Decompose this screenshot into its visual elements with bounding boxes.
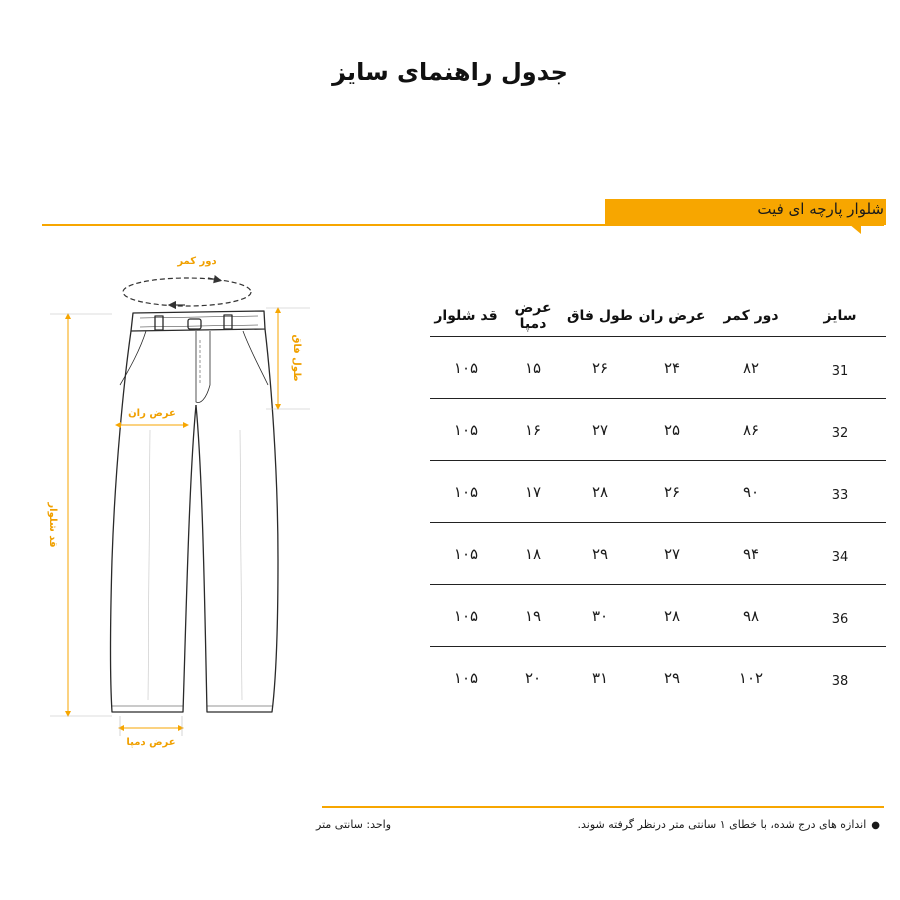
length-value: ۱۰۵ — [453, 668, 479, 687]
table-row — [430, 647, 886, 709]
size-value: 32 — [794, 399, 886, 461]
hem-value: ۱۸ — [502, 523, 564, 585]
table-row — [430, 399, 886, 461]
hem-value: ۲۰ — [524, 668, 542, 687]
table-row — [430, 585, 886, 647]
header-length: قد شلوار — [430, 296, 502, 337]
rise-value: ۲۶ — [564, 337, 636, 399]
waist-value: ۹۰ — [708, 461, 794, 523]
section-label: شلوار پارچه ای فیت — [757, 200, 884, 218]
waist-value: ۹۸ — [708, 585, 794, 647]
thigh-value: ۲۶ — [636, 461, 708, 523]
note-text: اندازه های درج شده، با خطای ۱ سانتی متر درنظر گرفته شوند. — [577, 818, 867, 831]
rise-value: ۳۱ — [591, 668, 609, 687]
waist-value: ۸۲ — [708, 337, 794, 399]
header-size: سایز — [794, 296, 886, 337]
trousers-outline — [111, 311, 279, 712]
header-rise: طول فاق — [564, 296, 636, 337]
page-title: جدول راهنمای سایز — [332, 58, 568, 86]
size-value: 33 — [794, 461, 886, 523]
length-value: ۱۰۵ — [430, 337, 502, 399]
hem-value: ۱۵ — [502, 337, 564, 399]
header-hem: عرض دمپا — [502, 296, 564, 337]
size-value: 36 — [794, 585, 886, 647]
waist-value: ۸۶ — [708, 399, 794, 461]
footer-divider — [322, 806, 884, 808]
length-value: ۱۰۵ — [430, 585, 502, 647]
waist-label: دور کمر — [177, 256, 217, 267]
hem-label: عرض دمپا — [126, 737, 176, 748]
size-value: 34 — [794, 523, 886, 585]
table-row — [430, 461, 886, 523]
thigh-value: ۲۴ — [636, 337, 708, 399]
thigh-label: عرض ران — [128, 408, 176, 419]
size-table — [430, 296, 886, 708]
rise-value: ۲۷ — [564, 399, 636, 461]
rise-label: طول فاق — [291, 334, 302, 382]
hem-value: ۱۶ — [502, 399, 564, 461]
thigh-value: ۲۷ — [636, 523, 708, 585]
hem-measure — [120, 716, 182, 736]
bullet-icon: ● — [871, 820, 880, 831]
header-waist: دور کمر — [708, 296, 794, 337]
thigh-value: ۲۹ — [663, 668, 681, 687]
length-label: قد شلوار — [47, 502, 58, 548]
thigh-value: ۲۵ — [636, 399, 708, 461]
measurement-note — [578, 818, 881, 831]
hem-value: ۱۹ — [502, 585, 564, 647]
table-row — [430, 523, 886, 585]
size-value: 38 — [831, 674, 849, 689]
hem-value: ۱۷ — [502, 461, 564, 523]
length-measure — [50, 314, 112, 716]
waist-measure-ellipse — [123, 278, 251, 306]
size-value: 31 — [794, 337, 886, 399]
header-thigh: عرض ران — [636, 296, 708, 337]
length-value: ۱۰۵ — [430, 399, 502, 461]
rise-value: ۲۸ — [564, 461, 636, 523]
thigh-value: ۲۸ — [636, 585, 708, 647]
unit-label: واحد: سانتی متر — [316, 818, 392, 831]
waist-value: ۹۴ — [708, 523, 794, 585]
table-row — [430, 337, 886, 399]
rise-value: ۳۰ — [564, 585, 636, 647]
length-value: ۱۰۵ — [430, 523, 502, 585]
waist-value: ۱۰۲ — [738, 668, 764, 687]
rise-measure — [266, 308, 310, 409]
length-value: ۱۰۵ — [430, 461, 502, 523]
table-header-row — [430, 296, 886, 337]
rise-value: ۲۹ — [564, 523, 636, 585]
